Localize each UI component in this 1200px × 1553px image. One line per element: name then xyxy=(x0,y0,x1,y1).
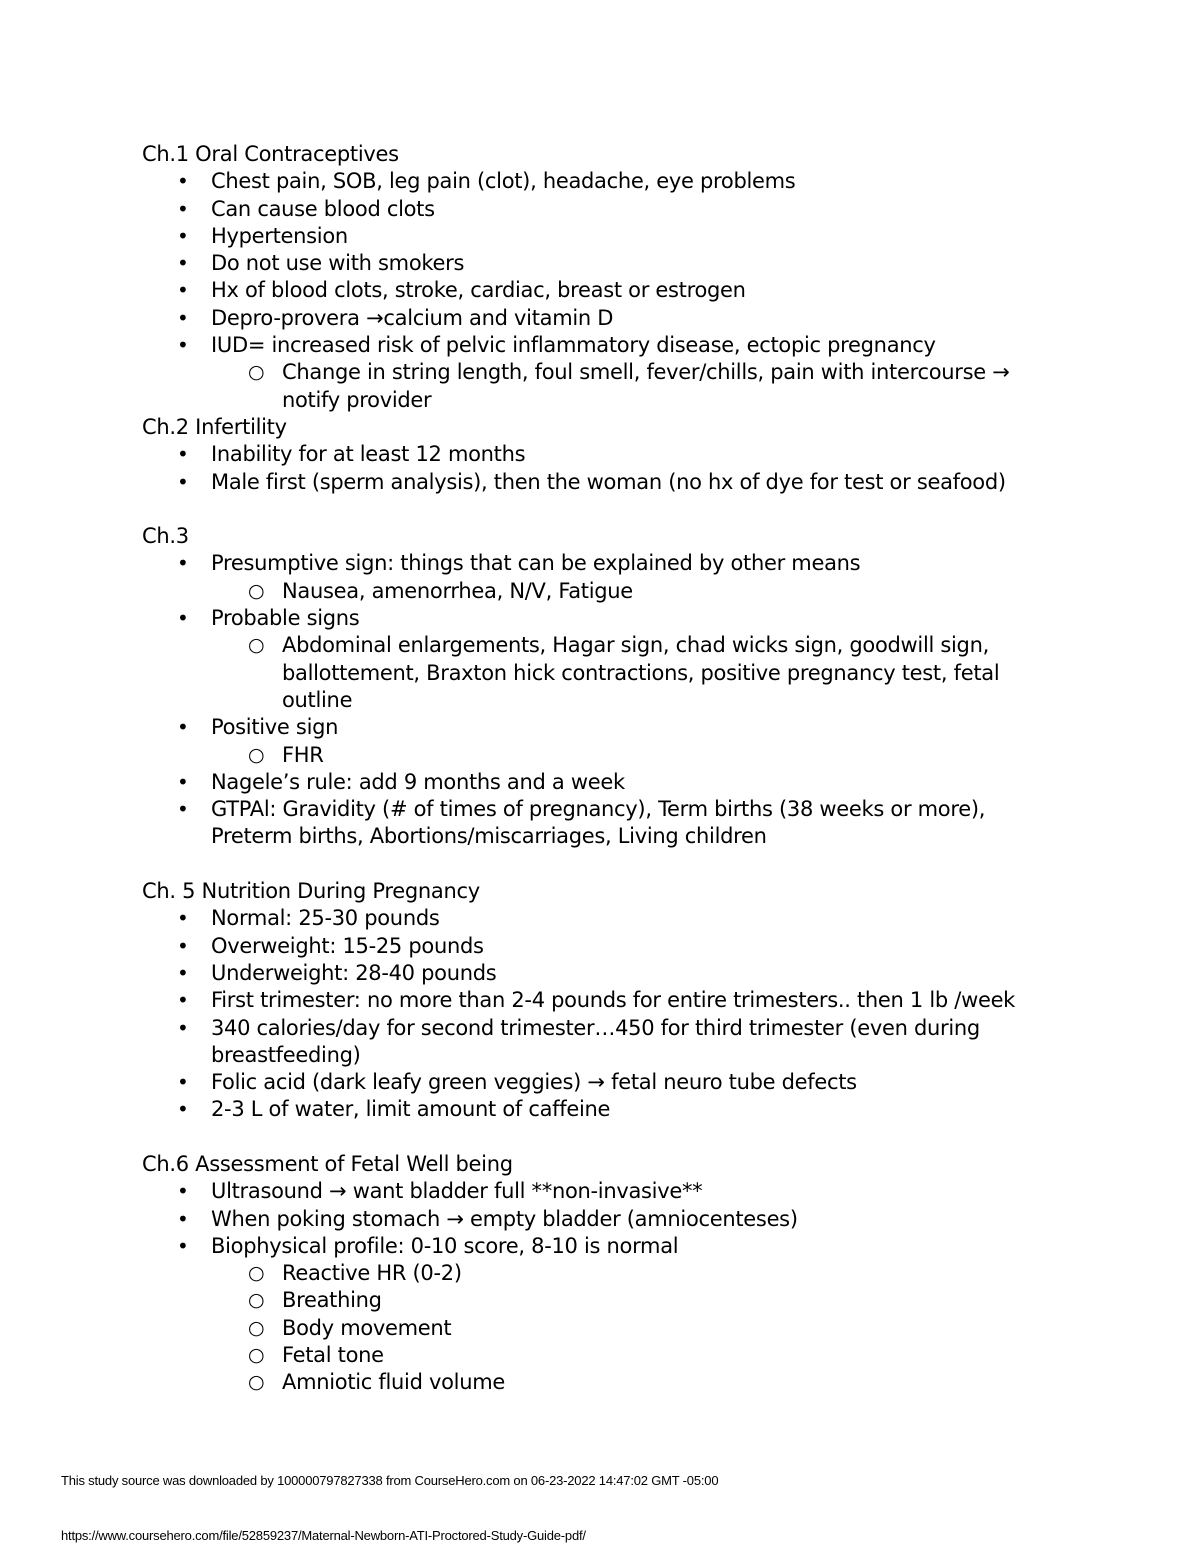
circle-bullet-icon: ○ xyxy=(248,1344,265,1367)
bullet-icon: • xyxy=(177,797,189,822)
bullet-icon: • xyxy=(177,1206,189,1231)
bullet-icon: • xyxy=(177,551,189,576)
bullet-icon: • xyxy=(177,223,189,248)
sub-list-item-continuation: notify provider xyxy=(282,387,432,412)
list-item: • Biophysical profile: 0-10 score, 8-10 is normal xyxy=(142,1233,1102,1260)
bullet-icon: • xyxy=(177,715,189,740)
list-item: • First trimester: no more than 2-4 pounds for entire trimesters.. then 1 lb /week xyxy=(142,987,1102,1014)
circle-bullet-icon: ○ xyxy=(248,361,265,384)
bullet-icon: • xyxy=(177,1233,189,1258)
list-item: • Do not use with smokers xyxy=(142,250,1102,277)
sub-list-item: ○ Reactive HR (0-2) xyxy=(142,1260,1102,1287)
study-guide-document xyxy=(142,141,1102,1397)
sub-list-item: ○ Amniotic fluid volume xyxy=(142,1369,1102,1396)
list-item: • When poking stomach → empty bladder (amniocenteses) xyxy=(142,1206,1102,1233)
spacer xyxy=(142,851,1102,878)
circle-bullet-icon: ○ xyxy=(248,579,265,602)
section-heading-ch5: Ch. 5 Nutrition During Pregnancy xyxy=(142,879,480,904)
bullet-icon: • xyxy=(177,960,189,985)
circle-bullet-icon: ○ xyxy=(248,634,265,657)
bullet-icon: • xyxy=(177,988,189,1013)
circle-bullet-icon: ○ xyxy=(248,1316,265,1339)
spacer xyxy=(142,1124,1102,1151)
bullet-icon: • xyxy=(177,606,189,631)
bullet-icon: • xyxy=(177,305,189,330)
section-heading-ch3: Ch.3 xyxy=(142,524,189,549)
bullet-icon: • xyxy=(177,442,189,467)
list-item: • Male first (sperm analysis), then the woman (no hx of dye for test or seafood) xyxy=(142,469,1102,496)
bullet-icon: • xyxy=(177,906,189,931)
section-heading-ch2: Ch.2 Infertility xyxy=(142,414,287,439)
sub-list-item: ○ Breathing xyxy=(142,1287,1102,1314)
section-heading-ch6: Ch.6 Assessment of Fetal Well being xyxy=(142,1151,513,1176)
list-item: • Presumptive sign: things that can be explained by other means xyxy=(142,550,1102,577)
sub-list-item: ○ Body movement xyxy=(142,1315,1102,1342)
list-item: • Hypertension xyxy=(142,223,1102,250)
circle-bullet-icon: ○ xyxy=(248,1262,265,1285)
sub-list-item: ○ Fetal tone xyxy=(142,1342,1102,1369)
source-url-link[interactable]: https://www.coursehero.com/file/52859237/Maternal-Newborn-ATI-Proctored-Study-Guide-pdf/ xyxy=(61,1528,586,1543)
list-item: • 340 calories/day for second trimester…450 for third trimester (even during xyxy=(142,1015,1102,1042)
bullet-icon: • xyxy=(177,278,189,303)
list-item: • Chest pain, SOB, leg pain (clot), headache, eye problems xyxy=(142,168,1102,195)
list-item: • Depro-provera →calcium and vitamin D xyxy=(142,305,1102,332)
list-item: • Inability for at least 12 months xyxy=(142,441,1102,468)
list-item-continuation: breastfeeding) xyxy=(211,1042,361,1067)
bullet-icon: • xyxy=(177,933,189,958)
list-item: • GTPAl: Gravidity (# of times of pregnancy), Term births (38 weeks or more), xyxy=(142,796,1102,823)
list-item: • Can cause blood clots xyxy=(142,196,1102,223)
sub-list-item-continuation: ballottement, Braxton hick contractions, positive pregnancy test, fetal xyxy=(282,660,1000,685)
circle-bullet-icon: ○ xyxy=(248,1371,265,1394)
sub-list-item: ○ Change in string length, foul smell, fever/chills, pain with intercourse → xyxy=(142,359,1102,386)
list-item: • IUD= increased risk of pelvic inflammatory disease, ectopic pregnancy xyxy=(142,332,1102,359)
download-source-notice: This study source was downloaded by 100000797827338 from CourseHero.com on 06-23-2022 14:47:02 GMT -05:00 xyxy=(61,1473,719,1488)
list-item: • Nagele’s rule: add 9 months and a week xyxy=(142,769,1102,796)
list-item: • Probable signs xyxy=(142,605,1102,632)
list-item: • Overweight: 15-25 pounds xyxy=(142,933,1102,960)
list-item: • Positive sign xyxy=(142,714,1102,741)
section-heading-ch1: Ch.1 Oral Contraceptives xyxy=(142,142,399,166)
sub-list-item: ○ Nausea, amenorrhea, N/V, Fatigue xyxy=(142,578,1102,605)
bullet-icon: • xyxy=(177,1015,189,1040)
sub-list-item-continuation: outline xyxy=(282,687,353,712)
list-item-continuation: Preterm births, Abortions/miscarriages, Living children xyxy=(211,824,767,849)
bullet-icon: • xyxy=(177,333,189,358)
sub-list-item: ○ Abdominal enlargements, Hagar sign, chad wicks sign, goodwill sign, xyxy=(142,632,1102,659)
circle-bullet-icon: ○ xyxy=(248,743,265,766)
bullet-icon: • xyxy=(177,196,189,221)
bullet-icon: • xyxy=(177,251,189,276)
spacer xyxy=(142,496,1102,523)
circle-bullet-icon: ○ xyxy=(248,1289,265,1312)
bullet-icon: • xyxy=(177,469,189,494)
sub-list-item: ○ FHR xyxy=(142,742,1102,769)
bullet-icon: • xyxy=(177,1070,189,1095)
list-item: • Normal: 25-30 pounds xyxy=(142,905,1102,932)
bullet-icon: • xyxy=(177,1097,189,1122)
list-item: • Folic acid (dark leafy green veggies) → fetal neuro tube defects xyxy=(142,1069,1102,1096)
list-item: • Hx of blood clots, stroke, cardiac, breast or estrogen xyxy=(142,277,1102,304)
list-item: • Underweight: 28-40 pounds xyxy=(142,960,1102,987)
bullet-icon: • xyxy=(177,1179,189,1204)
bullet-icon: • xyxy=(177,169,189,194)
bullet-icon: • xyxy=(177,769,189,794)
list-item: • 2-3 L of water, limit amount of caffeine xyxy=(142,1096,1102,1123)
list-item: • Ultrasound → want bladder full **non-invasive** xyxy=(142,1178,1102,1205)
